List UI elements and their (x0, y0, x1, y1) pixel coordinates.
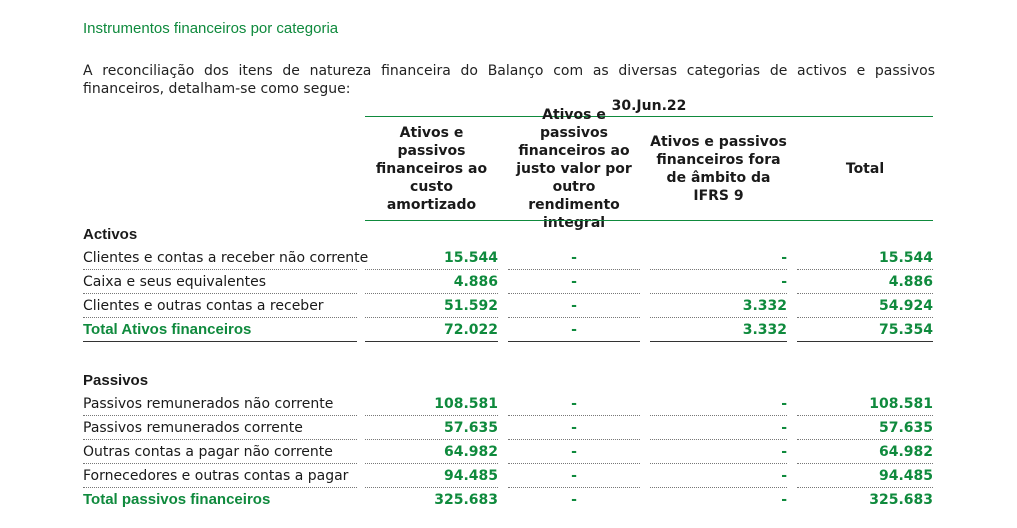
cell-out-of-scope: - (650, 271, 787, 294)
intro-paragraph: A reconciliação dos itens de natureza financeira do Balanço com as diversas categorias de activos e passivos financeiros, detalham-se como segue: (83, 63, 935, 97)
cell-out-of-scope: 3.332 (650, 295, 787, 318)
cell-fair-value-oci: - (508, 319, 640, 342)
cell-amortized-cost: 15.544 (365, 247, 498, 270)
section-heading: Instrumentos financeiros por categoria (83, 20, 339, 37)
row-label: Clientes e outras contas a receber (83, 295, 357, 318)
cell-out-of-scope: - (650, 465, 787, 488)
cell-total: 108.581 (797, 393, 933, 416)
cell-fair-value-oci: - (508, 271, 640, 294)
cell-amortized-cost: 108.581 (365, 393, 498, 416)
cell-out-of-scope: - (781, 492, 787, 508)
row-label: Caixa e seus equivalentes (83, 271, 357, 294)
assets-section-title: Activos (83, 226, 138, 243)
table-row (83, 271, 933, 295)
header-divider (365, 220, 933, 221)
cell-out-of-scope: - (650, 417, 787, 440)
liabilities-section-title: Passivos (83, 372, 149, 389)
cell-total: 94.485 (797, 465, 933, 488)
column-header-total: Total (845, 161, 885, 177)
table-row (83, 417, 933, 441)
row-label: Passivos remunerados corrente (83, 417, 357, 440)
cell-out-of-scope: 3.332 (650, 319, 787, 342)
cell-total: 64.982 (797, 441, 933, 464)
total-row-liabilities (83, 489, 933, 513)
cell-fair-value-oci: - (508, 393, 640, 416)
table-row (83, 393, 933, 417)
cell-fair-value-oci: - (508, 295, 640, 318)
row-label: Fornecedores e outras contas a pagar (83, 465, 357, 488)
cell-fair-value-oci: - (508, 441, 640, 464)
cell-total: 15.544 (797, 247, 933, 270)
cell-total: 75.354 (797, 319, 933, 342)
cell-amortized-cost: 94.485 (365, 465, 498, 488)
column-header-fair-value-oci: Ativos e passivos financeiros ao justo valor por outro rendimento integral (516, 107, 632, 231)
table-row (83, 295, 933, 319)
table-row (83, 465, 933, 489)
total-label: Total Ativos financeiros (83, 319, 357, 342)
cell-out-of-scope: - (650, 393, 787, 416)
cell-fair-value-oci: - (508, 247, 640, 270)
table-row (83, 247, 933, 271)
table-row (83, 441, 933, 465)
cell-fair-value-oci: - (508, 465, 640, 488)
cell-amortized-cost: 57.635 (365, 417, 498, 440)
row-label: Passivos remunerados não corrente (83, 393, 357, 416)
cell-amortized-cost: 325.683 (434, 492, 498, 508)
cell-total: 325.683 (869, 492, 933, 508)
cell-amortized-cost: 4.886 (365, 271, 498, 294)
cell-total: 4.886 (797, 271, 933, 294)
row-label: Clientes e contas a receber não corrente (83, 247, 357, 270)
cell-total: 57.635 (797, 417, 933, 440)
column-header-out-of-scope-ifrs9: Ativos e passivos financeiros fora de âmbito da IFRS 9 (650, 134, 787, 204)
period-header: 30.Jun.22 (365, 96, 933, 117)
cell-fair-value-oci: - (571, 492, 577, 508)
column-header-amortized-cost: Ativos e passivos financeiros ao custo amortizado (375, 125, 488, 213)
total-row-assets (83, 319, 933, 343)
cell-amortized-cost: 72.022 (365, 319, 498, 342)
cell-out-of-scope: - (650, 441, 787, 464)
row-label: Outras contas a pagar não corrente (83, 441, 357, 464)
cell-fair-value-oci: - (508, 417, 640, 440)
cell-amortized-cost: 51.592 (365, 295, 498, 318)
total-label: Total passivos financeiros (83, 491, 271, 508)
cell-out-of-scope: - (650, 247, 787, 270)
cell-amortized-cost: 64.982 (365, 441, 498, 464)
cell-total: 54.924 (797, 295, 933, 318)
